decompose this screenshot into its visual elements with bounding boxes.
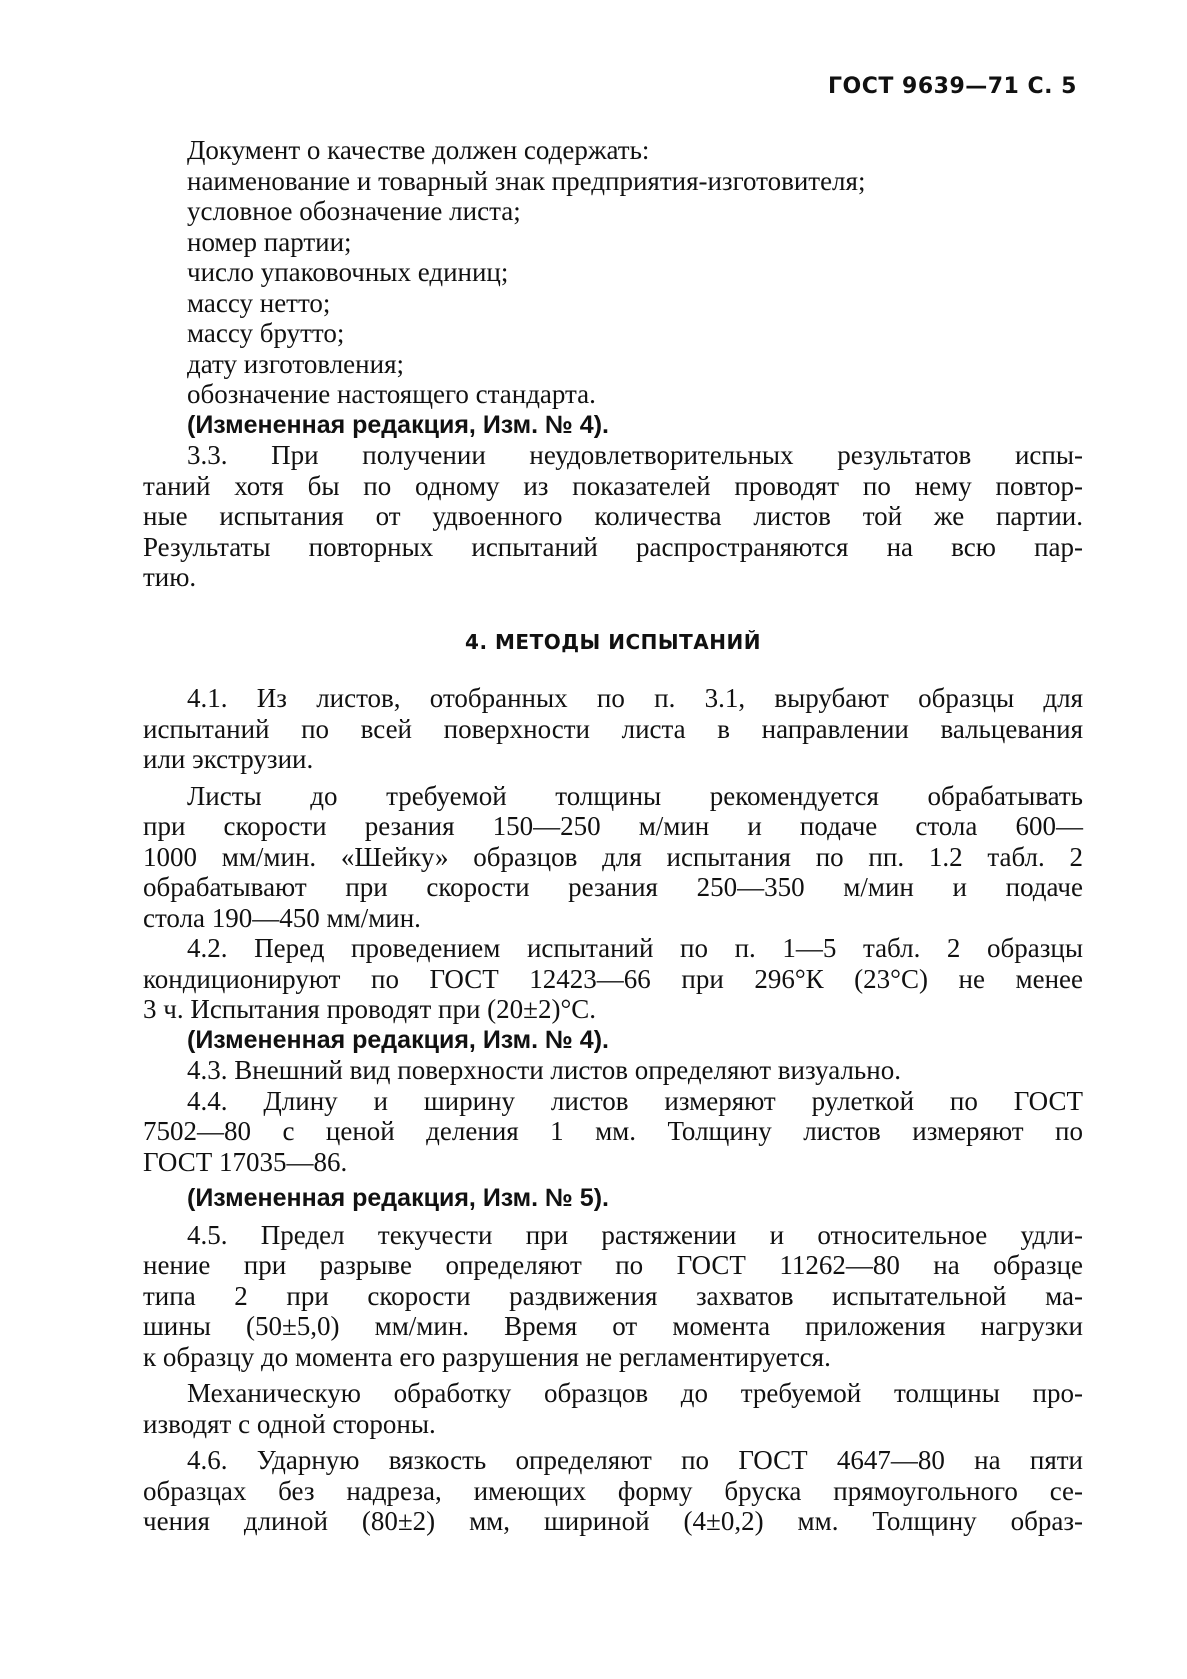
paragraph-4-3 [143,1055,1083,1086]
amendment-note: (Измененная редакция, Изм. № 5). [187,1184,609,1212]
doc-quality-item: число упаковочных единиц; [187,257,509,287]
paragraph-line: таний хотя бы по одному из показателей проводят по нему повтор- [143,470,1083,501]
paragraph-line: 3.3. При получении неудовлетворительных результатов испы- [187,440,1083,470]
paragraph-line: 4.2. Перед проведением испытаний по п. 1—5 табл. 2 образцы [187,933,1083,963]
page-header: ГОСТ 9639—71 С. 5 [827,74,1077,99]
paragraph-line: 4.5. Предел текучести при растяжении и относительное удли- [187,1219,1083,1250]
paragraph-line: ГОСТ 17035—86. [143,1146,348,1177]
paragraph-line: 4.6. Ударную вязкость определяют по ГОСТ 4647—80 на пяти [187,1445,1083,1475]
doc-quality-intro: Документ о качестве должен содержать: [187,135,650,165]
doc-quality-item: условное обозначение листа; [187,196,521,226]
doc-quality-item: номер партии; [187,226,352,257]
paragraph-line: 4.3. Внешний вид поверхности листов определяют визуально. [187,1055,901,1085]
amendment-note: (Измененная редакция, Изм. № 4). [187,410,609,439]
paragraph-line: 1000 мм/мин. «Шейку» образцов для испытания по пп. 1.2 табл. 2 [143,841,1083,872]
doc-quality-item: массу нетто; [187,287,331,318]
paragraph-line: к образцу до момента его разрушения не регламентируется. [143,1341,831,1372]
paragraph-line: ные испытания от удвоенного количества листов той же партии. [143,501,1083,531]
paragraph-line: Механическую обработку образцов до требуемой толщины про- [187,1378,1083,1408]
paragraph-line: шины (50±5,0) мм/мин. Время от момента приложения нагрузки [143,1311,1083,1341]
doc-quality-item: дату изготовления; [187,348,404,379]
paragraph-line: Результаты повторных испытаний распространяются на всю пар- [143,531,1083,562]
paragraph-line: 3 ч. Испытания проводят при (20±2)°С. [143,994,597,1024]
paragraph-line: обрабатывают при скорости резания 250—350 м/мин и подаче [143,872,1083,902]
paragraph-line: тию. [143,562,197,592]
paragraph-line: чения длиной (80±2) мм, шириной (4±0,2) мм. Толщину образ- [143,1506,1083,1536]
paragraph-line: Листы до требуемой толщины рекомендуется обрабатывать [187,780,1083,811]
paragraph-line: 4.1. Из листов, отобранных по п. 3.1, вырубают образцы для [187,683,1083,713]
paragraph-line: или экструзии. [143,744,314,774]
document-body [143,135,1083,1537]
paragraph-line: 7502—80 с ценой деления 1 мм. Толщину листов измеряют по [143,1116,1083,1146]
paragraph-line: образцах без надреза, имеющих форму бруска прямоугольного се- [143,1475,1083,1506]
paragraph-4-6 [143,1445,1083,1537]
paragraph-3-3 [143,440,1083,593]
paragraph-line: 4.4. Длину и ширину листов измеряют рулеткой по ГОСТ [187,1085,1083,1116]
paragraph-line: нение при разрыве определяют по ГОСТ 11262—80 на образце [143,1250,1083,1280]
paragraph-4-1 [143,683,1083,775]
paragraph-4-1-machining [143,781,1083,934]
doc-quality-block [143,135,1083,440]
paragraph-4-5-machining [143,1378,1083,1439]
paragraph-line: типа 2 при скорости раздвижения захватов испытательной ма- [143,1280,1083,1311]
amendment-note: (Измененная редакция, Изм. № 4). [187,1025,609,1054]
paragraph-line: при скорости резания 150—250 м/мин и подаче стола 600— [143,811,1083,841]
paragraph-4-2 [143,933,1083,1055]
paragraph-line: кондиционируют по ГОСТ 12423—66 при 296°К (23°С) не менее [143,963,1083,994]
paragraph-4-4 [143,1086,1083,1214]
section-heading: 4. МЕТОДЫ ИСПЫТАНИЙ [465,629,761,654]
doc-quality-item: обозначение настоящего стандарта. [187,379,596,409]
paragraph-line: стола 190—450 мм/мин. [143,902,421,933]
paragraph-line: изводят с одной стороны. [143,1408,436,1439]
paragraph-4-5 [143,1220,1083,1373]
doc-quality-item: наименование и товарный знак предприятия-изготовителя; [187,165,866,196]
doc-quality-item: массу брутто; [187,318,345,348]
paragraph-line: испытаний по всей поверхности листа в направлении вальцевания [143,713,1083,744]
